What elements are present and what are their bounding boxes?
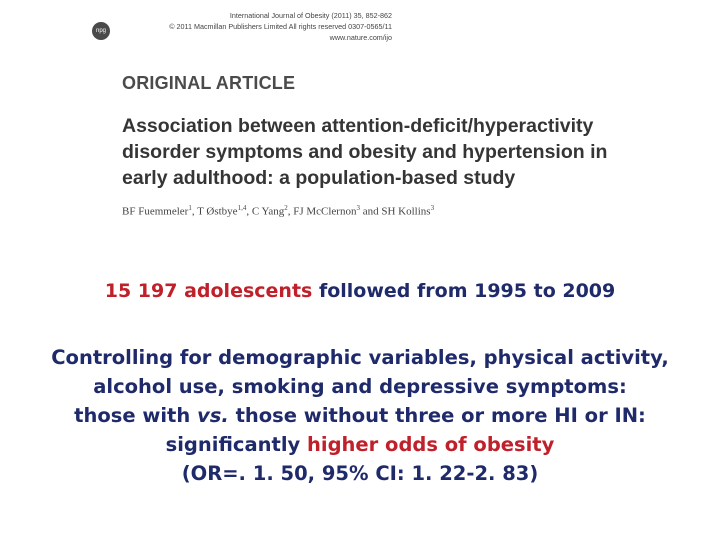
title-line: disorder symptoms and obesity and hypertension in: [122, 141, 608, 163]
findings-line: [0, 430, 720, 459]
findings-line: alcohol use, smoking and depressive symptoms:: [93, 375, 627, 398]
findings-text: those with: [74, 404, 198, 427]
findings-text: those without three or more HI or IN:: [228, 404, 646, 427]
journal-url: www.nature.com/ijo: [329, 33, 392, 42]
article-title: [122, 113, 662, 191]
author-affiliation: 3: [430, 204, 435, 212]
author-name: BF Fuemmeler: [122, 205, 189, 218]
findings-text: significantly: [165, 433, 308, 456]
author-affiliation: 3: [356, 204, 360, 212]
findings-line: [0, 401, 720, 430]
title-line: Association between attention-deficit/hyperactivity: [122, 115, 594, 137]
author-name: , T Østbye: [191, 205, 238, 218]
author-list: [122, 204, 434, 218]
author-affiliation: 1,4: [237, 204, 247, 212]
title-line: early adulthood: a population-based study: [122, 167, 516, 189]
odds-ratio-line: (OR=. 1. 50, 95% CI: 1. 22-2. 83): [181, 462, 539, 485]
findings-text: vs.: [197, 404, 229, 427]
journal-citation-line: International Journal of Obesity (2011) 35, 852-862: [229, 11, 392, 20]
cohort-size: 15 197 adolescents: [104, 280, 313, 302]
cohort-summary: [0, 280, 720, 302]
obesity-finding: higher odds of obesity: [307, 433, 555, 456]
author-affiliation: 2: [284, 204, 288, 212]
cohort-period: followed from 1995 to 2009: [312, 280, 616, 302]
npg-logo-icon: npg: [92, 22, 110, 40]
findings-summary: [0, 343, 720, 488]
author-name: and SH Kollins: [359, 205, 431, 218]
findings-line: Controlling for demographic variables, physical activity,: [51, 346, 669, 369]
author-affiliation: 1: [188, 204, 192, 212]
author-name: , C Yang: [246, 205, 285, 218]
journal-header: [92, 10, 392, 56]
journal-citation: [169, 10, 392, 43]
copyright-line: © 2011 Macmillan Publishers Limited All rights reserved 0307-0565/11: [169, 22, 392, 31]
author-name: , FJ McClernon: [287, 205, 357, 218]
article-type-label: ORIGINAL ARTICLE: [122, 73, 296, 93]
